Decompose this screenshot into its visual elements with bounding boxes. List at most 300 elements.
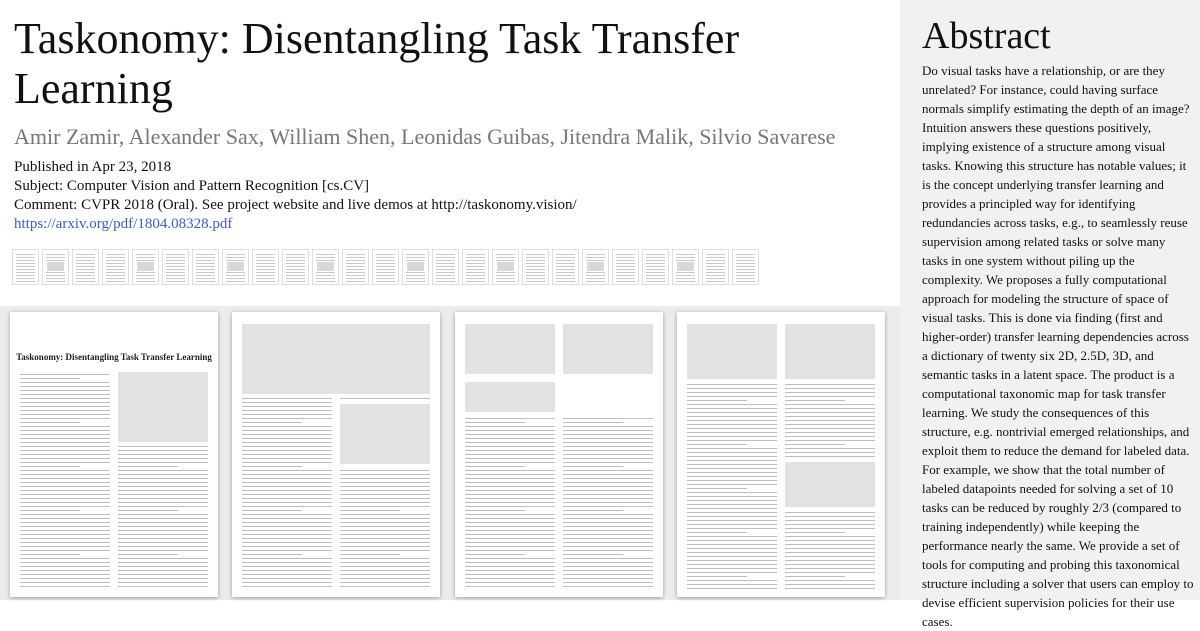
paper-meta — [14, 158, 577, 234]
page-text-line — [465, 546, 555, 547]
page-text-line — [785, 540, 875, 541]
page-figure — [340, 404, 430, 464]
page-figure — [563, 324, 653, 374]
page-text-line — [785, 548, 875, 549]
page-text-line — [20, 522, 110, 523]
page-text-line — [785, 568, 875, 569]
page-text-line — [340, 502, 430, 503]
page-text-line — [563, 582, 653, 583]
page-text-line — [118, 514, 208, 515]
page-text-line — [118, 530, 208, 531]
page-text-line — [340, 478, 430, 479]
page-thumbnail[interactable] — [462, 249, 489, 285]
page-text-line — [687, 456, 777, 457]
page-text-line — [118, 538, 208, 539]
page-text-line — [465, 586, 555, 587]
page-text-line — [785, 532, 845, 533]
page-text-line — [563, 542, 653, 543]
page-text-line — [242, 446, 332, 447]
page-text-line — [785, 440, 875, 441]
page-text-line — [687, 548, 777, 549]
page-text-line — [785, 536, 875, 537]
page-text-line — [687, 412, 777, 413]
page-thumbnail[interactable] — [702, 249, 729, 285]
page-text-line — [242, 490, 332, 491]
page-text-line — [785, 400, 845, 401]
page-text-line — [20, 470, 110, 471]
page-text-line — [118, 542, 208, 543]
page-text-line — [785, 528, 875, 529]
preview-page-heading: Taskonomy: Disentangling Task Transfer Learning — [16, 352, 212, 362]
page-text-line — [563, 526, 653, 527]
page-text-line — [563, 586, 653, 587]
page-text-line — [465, 538, 555, 539]
page-text-line — [687, 424, 777, 425]
page-text-line — [118, 450, 208, 451]
page-text-line — [242, 554, 302, 555]
page-text-line — [340, 530, 430, 531]
paper-authors: Amir Zamir, Alexander Sax, William Shen, Leonidas Guibas, Jitendra Malik, Silvio Savarese — [14, 124, 836, 149]
page-text-line — [20, 582, 110, 583]
page-text-line — [340, 482, 430, 483]
page-text-line — [687, 480, 777, 481]
page-text-line — [785, 588, 875, 589]
page-text-line — [785, 524, 875, 525]
page-thumbnail[interactable] — [492, 249, 519, 285]
page-text-line — [20, 418, 110, 419]
page-text-line — [563, 462, 653, 463]
page-text-line — [118, 494, 208, 495]
page-text-line — [785, 416, 875, 417]
page-text-line — [118, 550, 208, 551]
page-text-line — [563, 482, 653, 483]
page-text-line — [20, 542, 110, 543]
page-text-line — [563, 486, 653, 487]
page-text-line — [465, 434, 555, 435]
page-text-line — [563, 422, 623, 423]
page-text-line — [563, 418, 653, 419]
page-text-line — [20, 570, 110, 571]
page-text-line — [687, 428, 777, 429]
page-text-line — [340, 582, 430, 583]
page-text-line — [465, 446, 555, 447]
page-text-line — [118, 526, 208, 527]
page-thumbnail[interactable] — [102, 249, 129, 285]
page-text-line — [465, 430, 555, 431]
page-text-line — [465, 554, 525, 555]
page-text-line — [465, 494, 555, 495]
page-text-line — [118, 490, 208, 491]
page-thumbnail[interactable] — [162, 249, 189, 285]
page-text-line — [687, 556, 777, 557]
page-text-line — [20, 518, 110, 519]
page-thumbnail[interactable] — [732, 249, 759, 285]
page-text-line — [785, 552, 875, 553]
page-text-line — [242, 558, 332, 559]
page-text-line — [340, 514, 430, 515]
page-thumbnail[interactable] — [252, 249, 279, 285]
page-thumbnail[interactable] — [402, 249, 429, 285]
page-text-line — [20, 574, 110, 575]
page-text-line — [20, 490, 110, 491]
page-text-line — [465, 522, 555, 523]
page-text-line — [20, 374, 110, 375]
page-text-line — [242, 430, 332, 431]
page-figure — [242, 324, 430, 394]
page-text-line — [687, 516, 777, 517]
page-text-line — [340, 578, 430, 579]
page-thumbnail[interactable] — [12, 249, 39, 285]
paper-subject: Subject: Computer Vision and Pattern Recognition [cs.CV] — [14, 178, 370, 194]
page-text-line — [465, 578, 555, 579]
page-text-line — [687, 436, 777, 437]
page-thumbnail[interactable] — [222, 249, 249, 285]
page-text-line — [20, 534, 110, 535]
page-text-line — [465, 450, 555, 451]
page-text-line — [340, 554, 400, 555]
page-text-line — [20, 526, 110, 527]
page-text-line — [242, 542, 332, 543]
page-text-line — [242, 470, 332, 471]
page-text-line — [687, 520, 777, 521]
page-text-line — [465, 558, 555, 559]
published-date: Published in Apr 23, 2018 — [14, 159, 172, 175]
page-figure — [785, 462, 875, 507]
page-thumbnail[interactable] — [522, 249, 549, 285]
page-text-line — [687, 408, 777, 409]
page-text-line — [242, 506, 332, 507]
page-text-line — [20, 414, 110, 415]
page-text-line — [340, 470, 430, 471]
page-text-line — [785, 424, 875, 425]
page-text-line — [118, 546, 208, 547]
page-text-line — [687, 580, 777, 581]
page-text-line — [20, 538, 110, 539]
page-text-line — [563, 570, 653, 571]
page-text-line — [563, 446, 653, 447]
page-text-line — [687, 440, 777, 441]
page-text-line — [20, 406, 110, 407]
page-text-line — [340, 566, 430, 567]
page-text-line — [687, 568, 777, 569]
page-text-line — [465, 534, 555, 535]
page-text-line — [242, 498, 332, 499]
page-text-line — [687, 392, 777, 393]
page-figure — [465, 382, 555, 412]
page-text-line — [20, 446, 110, 447]
page-text-line — [563, 506, 653, 507]
page-text-line — [785, 520, 875, 521]
page-text-line — [118, 506, 208, 507]
page-text-line — [563, 534, 653, 535]
page-text-line — [785, 404, 875, 405]
page-text-line — [465, 518, 555, 519]
page-text-line — [785, 412, 875, 413]
pdf-link[interactable]: https://arxiv.org/pdf/1804.08328.pdf — [14, 216, 233, 232]
page-text-line — [785, 448, 875, 449]
page-text-line — [20, 474, 110, 475]
page-text-line — [687, 560, 777, 561]
page-text-line — [20, 410, 110, 411]
page-text-line — [242, 442, 332, 443]
page-thumbnail[interactable] — [432, 249, 459, 285]
page-text-line — [563, 490, 653, 491]
page-text-line — [687, 544, 777, 545]
page-text-line — [785, 432, 875, 433]
page-text-line — [563, 438, 653, 439]
page-text-line — [242, 514, 332, 515]
page-text-line — [687, 472, 777, 473]
page-text-line — [785, 512, 875, 513]
page-figure — [465, 324, 555, 374]
page-text-line — [785, 452, 875, 453]
page-text-line — [687, 572, 777, 573]
page-thumbnail[interactable] — [282, 249, 309, 285]
page-text-line — [687, 444, 747, 445]
page-text-line — [118, 522, 208, 523]
page-text-line — [687, 500, 777, 501]
page-text-line — [687, 448, 777, 449]
page-text-line — [687, 420, 777, 421]
page-text-line — [563, 522, 653, 523]
page-text-line — [687, 484, 777, 485]
paper-title: Taskonomy: Disentangling Task Transfer Learning — [14, 14, 740, 113]
page-text-line — [20, 462, 110, 463]
page-text-line — [563, 454, 653, 455]
page-text-line — [20, 586, 110, 587]
page-text-line — [465, 530, 555, 531]
page-text-line — [465, 482, 555, 483]
page-text-line — [340, 534, 430, 535]
page-thumbnail[interactable] — [372, 249, 399, 285]
page-text-line — [687, 524, 777, 525]
page-text-line — [118, 446, 208, 447]
page-text-line — [118, 562, 208, 563]
page-text-line — [563, 578, 653, 579]
page-text-line — [242, 574, 332, 575]
page-text-line — [340, 562, 430, 563]
page-text-line — [785, 576, 845, 577]
page-text-line — [118, 510, 178, 511]
page-text-line — [785, 408, 875, 409]
page-text-line — [20, 386, 110, 387]
page-text-line — [563, 558, 653, 559]
page-text-line — [687, 388, 777, 389]
page-text-line — [20, 562, 110, 563]
page-text-line — [563, 426, 653, 427]
page-text-line — [242, 566, 332, 567]
page-text-line — [242, 550, 332, 551]
page-text-line — [687, 432, 777, 433]
page-text-line — [465, 566, 555, 567]
page-text-line — [465, 542, 555, 543]
page-text-line — [563, 546, 653, 547]
page-text-line — [465, 582, 555, 583]
page-text-line — [20, 486, 110, 487]
page-text-line — [20, 458, 110, 459]
page-thumbnail[interactable] — [42, 249, 69, 285]
page-text-line — [242, 538, 332, 539]
page-text-line — [242, 530, 332, 531]
page-text-line — [118, 570, 208, 571]
page-text-line — [20, 558, 110, 559]
page-text-line — [340, 550, 430, 551]
page-text-line — [20, 494, 110, 495]
page-figure — [118, 372, 208, 442]
page-text-line — [465, 570, 555, 571]
page-text-line — [340, 526, 430, 527]
page-text-line — [242, 534, 332, 535]
page-text-line — [687, 576, 747, 577]
page-text-line — [563, 458, 653, 459]
page-text-line — [20, 546, 110, 547]
page-text-line — [465, 466, 525, 467]
page-text-line — [563, 434, 653, 435]
page-text-line — [242, 510, 302, 511]
page-text-line — [465, 462, 555, 463]
page-text-line — [242, 418, 332, 419]
page-thumbnail[interactable] — [582, 249, 609, 285]
page-text-line — [20, 510, 80, 511]
page-text-line — [785, 388, 875, 389]
page-text-line — [340, 474, 430, 475]
page-text-line — [242, 578, 332, 579]
page-text-line — [242, 462, 332, 463]
page-text-line — [465, 422, 525, 423]
page-text-line — [687, 488, 747, 489]
page-text-line — [465, 426, 555, 427]
page-text-line — [563, 498, 653, 499]
page-text-line — [340, 486, 430, 487]
page-text-line — [340, 518, 430, 519]
page-text-line — [118, 582, 208, 583]
page-text-line — [118, 534, 208, 535]
abstract-text: Do visual tasks have a relationship, or are they unrelated? For instance, could having surface normals simplify estimating the depth of an image? Intuition answers these questions positively, implying existence of a structure among visual tasks. Knowing this structure has notable values; it is the concept underlying transfer learning and provides a principled way for identifying redundancies across tasks, e.g., to seamlessly reuse supervision among related tasks or solve many tasks in one system without piling up the complexity. We proposes a fully computational approach for modeling the structure of space of visual tasks. This is done via finding (first and higher-order) transfer learning dependencies across a dictionary of twenty six 2D, 2.5D, 3D, and semantic tasks in a latent space. The product is a computational taxonomic map for task transfer learning. We study the consequences of this structure, e.g. nontrivial emerged relationships, and exploit them to reduce the demand for labeled data. For example, we show that the total number of labeled datapoints needed for solving a set of 10 tasks can be reduced by roughly 2/3 (compared to training independently) while keeping the performance nearly the same. We provide a set of tools for computing and probing this taxonomical structure including a solver that users can employ to devise efficient supervision policies for their use cases. — [922, 63, 1194, 629]
page-text-line — [118, 474, 208, 475]
page-text-line — [465, 526, 555, 527]
page-text-line — [242, 582, 332, 583]
page-text-line — [340, 510, 400, 511]
page-text-line — [465, 498, 555, 499]
page-text-line — [118, 482, 208, 483]
page-thumbnail[interactable] — [312, 249, 339, 285]
page-text-line — [465, 574, 555, 575]
page-text-line — [20, 390, 110, 391]
preview-page-1[interactable] — [10, 312, 218, 597]
page-text-line — [118, 574, 208, 575]
page-text-line — [687, 528, 777, 529]
page-thumbnail[interactable] — [342, 249, 369, 285]
page-text-line — [242, 570, 332, 571]
page-text-line — [687, 492, 777, 493]
page-text-line — [20, 478, 110, 479]
page-text-line — [242, 406, 332, 407]
page-text-line — [687, 464, 777, 465]
page-text-line — [242, 494, 332, 495]
page-text-line — [340, 522, 430, 523]
page-text-line — [340, 586, 430, 587]
page-text-line — [563, 510, 623, 511]
page-text-line — [242, 438, 332, 439]
page-thumbnail[interactable] — [132, 249, 159, 285]
page-text-line — [563, 474, 653, 475]
page-text-line — [340, 570, 430, 571]
page-text-line — [118, 470, 208, 471]
page-text-line — [20, 434, 110, 435]
page-text-line — [687, 508, 777, 509]
page-text-line — [118, 586, 208, 587]
paper-comment: Comment: CVPR 2018 (Oral). See project website and live demos at http://taskonomy.vision/ — [14, 197, 577, 213]
page-thumbnail-strip — [12, 249, 759, 285]
page-text-line — [785, 580, 875, 581]
page-text-line — [242, 398, 332, 399]
page-text-line — [20, 402, 110, 403]
page-thumbnail[interactable] — [672, 249, 699, 285]
page-text-line — [687, 460, 777, 461]
page-text-line — [242, 586, 332, 587]
page-text-line — [687, 452, 777, 453]
page-thumbnail[interactable] — [192, 249, 219, 285]
page-text-line — [785, 392, 875, 393]
page-text-line — [687, 396, 777, 397]
page-text-line — [20, 382, 110, 383]
page-text-line — [118, 486, 208, 487]
page-text-line — [118, 566, 208, 567]
page-thumbnail[interactable] — [72, 249, 99, 285]
page-text-line — [785, 456, 875, 457]
page-text-line — [687, 532, 747, 533]
page-thumbnail[interactable] — [642, 249, 669, 285]
page-text-line — [20, 566, 110, 567]
page-text-line — [242, 478, 332, 479]
page-text-line — [242, 434, 332, 435]
page-text-line — [20, 550, 110, 551]
preview-page-4[interactable] — [677, 312, 885, 597]
page-text-line — [465, 514, 555, 515]
page-figure — [785, 324, 875, 379]
page-text-line — [687, 588, 777, 589]
page-text-line — [118, 502, 208, 503]
page-text-line — [563, 562, 653, 563]
page-text-line — [465, 502, 555, 503]
page-thumbnail[interactable] — [612, 249, 639, 285]
page-text-line — [687, 504, 777, 505]
page-text-line — [118, 554, 178, 555]
page-text-line — [20, 442, 110, 443]
page-text-line — [340, 542, 430, 543]
page-thumbnail[interactable] — [552, 249, 579, 285]
page-figure — [687, 324, 777, 379]
preview-page-3[interactable] — [455, 312, 663, 597]
page-text-line — [563, 538, 653, 539]
page-text-line — [242, 458, 332, 459]
page-text-line — [563, 430, 653, 431]
page-text-line — [687, 496, 777, 497]
page-text-line — [20, 438, 110, 439]
page-text-line — [242, 474, 332, 475]
page-text-line — [340, 558, 430, 559]
page-text-line — [242, 526, 332, 527]
page-text-line — [20, 398, 110, 399]
page-text-line — [118, 558, 208, 559]
page-text-line — [563, 550, 653, 551]
page-text-line — [563, 478, 653, 479]
page-text-line — [20, 506, 110, 507]
preview-page-2[interactable] — [232, 312, 440, 597]
page-text-line — [687, 404, 777, 405]
page-text-line — [242, 410, 332, 411]
page-text-line — [785, 444, 845, 445]
